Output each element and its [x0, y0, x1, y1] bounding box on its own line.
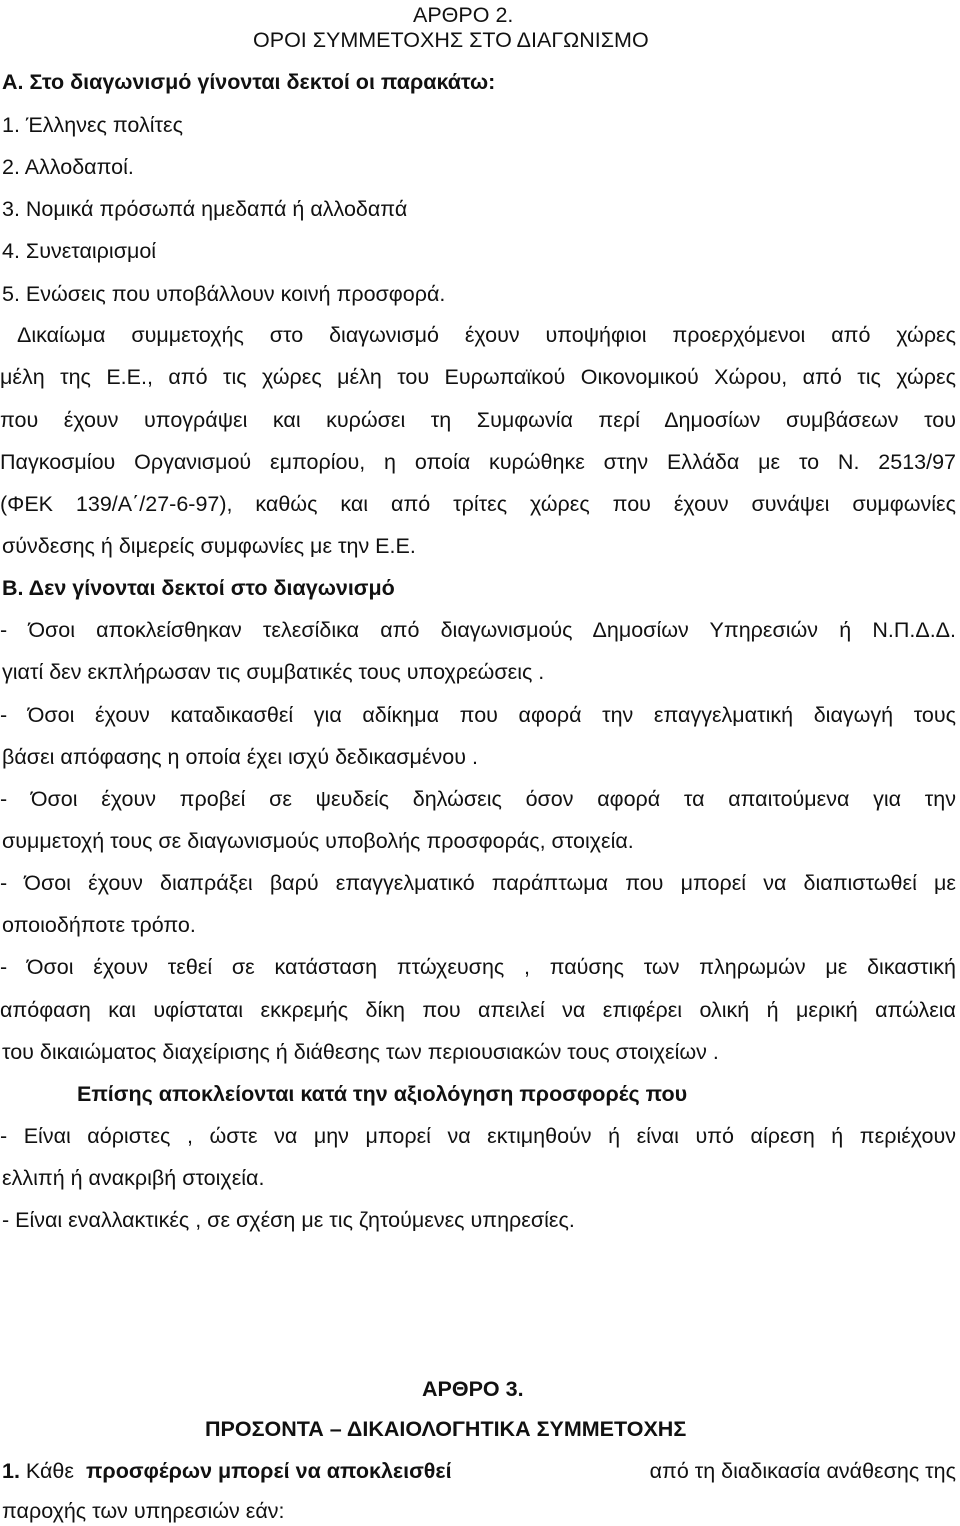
- paragraph-line: - Όσοι έχουν προβεί σε ψευδείς δηλώσεις όσον αφορά τα απαιτούμενα για την: [0, 787, 956, 811]
- article-3-title: ΠΡΟΣΟΝΤΑ – ΔΙΚΑΙΟΛΟΓΗΤΙΚΑ ΣΥΜΜΕΤΟΧΗΣ: [205, 1417, 687, 1441]
- article-2-heading: ΑΡΘΡΟ 2.: [413, 3, 514, 27]
- article-3-item-1: [2, 1456, 956, 1486]
- list-item: 4. Συνεταιρισμοί: [2, 239, 157, 263]
- list-item: 2. Αλλοδαποί.: [2, 155, 134, 179]
- paragraph-line: Δικαίωμα συμμετοχής στο διαγωνισμό έχουν υποψήφιοι προερχόμενοι από χώρες: [17, 323, 956, 347]
- paragraph-line: - Όσοι αποκλείσθηκαν τελεσίδικα από διαγωνισμούς Δημοσίων Υπηρεσιών ή Ν.Π.Δ.Δ.: [0, 618, 956, 642]
- article-2-title: ΟΡΟΙ ΣΥΜΜΕΤΟΧΗΣ ΣΤΟ ΔΙΑΓΩΝΙΣΜΟ: [253, 28, 649, 52]
- paragraph-line: βάσει απόφασης η οποία έχει ισχύ δεδικασμένου .: [2, 745, 478, 769]
- section-a-heading: Α. Στο διαγωνισμό γίνονται δεκτοί οι παρακάτω:: [2, 70, 496, 94]
- paragraph-line: οποιοδήποτε τρόπο.: [2, 913, 196, 937]
- exclusion-heading: Επίσης αποκλείονται κατά την αξιολόγηση προσφορές που: [77, 1082, 688, 1106]
- paragraph-line: Παγκοσμίου Οργανισμού εμπορίου, η οποία κυρώθηκε στην Ελλάδα με το Ν. 2513/97: [0, 450, 956, 474]
- paragraph-line: - Όσοι έχουν τεθεί σε κατάσταση πτώχευσης , παύσης των πληρωμών με δικαστική: [0, 955, 956, 979]
- paragraph-line: - Όσοι έχουν διαπράξει βαρύ επαγγελματικό παράπτωμα που μπορεί να διαπιστωθεί με: [0, 871, 956, 895]
- paragraph-line: ελλιπή ή ανακριβή στοιχεία.: [2, 1166, 265, 1190]
- section-b-heading: Β. Δεν γίνονται δεκτοί στο διαγωνισμό: [2, 576, 395, 600]
- paragraph-line: - Είναι εναλλακτικές , σε σχέση με τις ζητούμενες υπηρεσίες.: [2, 1208, 575, 1232]
- item-text-continued: από τη διαδικασία ανάθεσης της: [649, 1459, 956, 1483]
- paragraph-line: συμμετοχή τους σε διαγωνισμούς υποβολής προσφοράς, στοιχεία.: [2, 829, 634, 853]
- paragraph-line: σύνδεσης ή διμερείς συμφωνίες με την Ε.Ε.: [2, 534, 416, 558]
- paragraph-line: απόφαση και υφίσταται εκκρεμής δίκη που απειλεί να επιφέρει ολική ή μερική απώλεια: [0, 998, 956, 1022]
- paragraph-line: - Είναι αόριστες , ώστε να μην μπορεί να εκτιμηθούν ή είναι υπό αίρεση ή περιέχουν: [0, 1124, 956, 1148]
- item-bold-text: προσφέρων μπορεί να αποκλεισθεί: [85, 1459, 452, 1483]
- paragraph-line: (ΦΕΚ 139/Α΄/27-6-97), καθώς και από τρίτες χώρες που έχουν συνάψει συμφωνίες: [0, 492, 956, 516]
- paragraph-line: γιατί δεν εκπλήρωσαν τις συμβατικές τους υποχρεώσεις .: [2, 660, 545, 684]
- item-text: Κάθε: [25, 1459, 74, 1483]
- paragraph-line: - Όσοι έχουν καταδικασθεί για αδίκημα που αφορά την επαγγελματική διαγωγή τους: [0, 703, 956, 727]
- article-3-heading: ΑΡΘΡΟ 3.: [422, 1377, 524, 1401]
- list-item: 1. Έλληνες πολίτες: [2, 113, 183, 137]
- item-number: 1.: [2, 1459, 20, 1483]
- article-3-item-1-line-2: παροχής των υπηρεσιών εάν:: [2, 1499, 285, 1523]
- paragraph-line: του δικαιώματος διαχείρισης ή διάθεσης των περιουσιακών τους στοιχείων .: [2, 1040, 719, 1064]
- list-item: 5. Ενώσεις που υποβάλλουν κοινή προσφορά.: [2, 282, 446, 306]
- paragraph-line: που έχουν υπογράψει και κυρώσει τη Συμφωνία περί Δημοσίων συμβάσεων του: [0, 408, 956, 432]
- list-item: 3. Νομικά πρόσωπά ημεδαπά ή αλλοδαπά: [2, 197, 408, 221]
- paragraph-line: μέλη της Ε.Ε., από τις χώρες μέλη του Ευρωπαϊκού Οικονομικού Χώρου, από τις χώρες: [0, 365, 956, 389]
